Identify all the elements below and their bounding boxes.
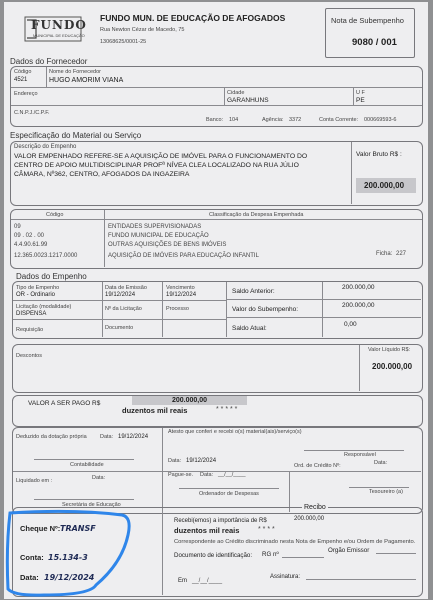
subempenho-value: 200.000,00 — [342, 302, 375, 309]
supplier-uf-label: U F — [356, 90, 365, 96]
deducted-date-label: Data: — [100, 434, 114, 440]
pay-se-label: Pague-se. — [168, 472, 194, 478]
logo-title: FUNDO — [31, 18, 87, 32]
code-header: Código — [46, 212, 64, 218]
supplier-code-label: Código — [14, 69, 32, 75]
attest-date-label: Data: — [168, 458, 182, 464]
class-desc-4: AQUISIÇÃO DE IMÓVEIS PARA EDUCAÇÃO INFANTIL — [108, 253, 259, 259]
credit-order-label: Ord. de Crédito Nº: — [294, 463, 341, 469]
issuer-label: Orgão Emissor — [328, 547, 370, 554]
ficha-value: 227 — [396, 251, 407, 257]
issue-date-label: Data de Emissão — [105, 285, 147, 291]
em-date-blank: __/__/____ — [192, 578, 223, 584]
previous-balance: 200.000,00 — [342, 284, 375, 291]
account-value: 000669593-6 — [364, 117, 397, 123]
empenho-section-title: Dados do Empenho — [16, 272, 87, 281]
rg-label: RG nº — [262, 551, 279, 558]
class-code-1: 09 — [14, 224, 21, 230]
responsible-label: Responsável — [344, 452, 376, 458]
description-label: Descrição do Empenho — [14, 144, 77, 150]
classification-header: Classificação da Despesa Empenhada — [209, 212, 304, 218]
receipt-title: Recibo — [304, 504, 326, 511]
material-section-title: Especificação do Material ou Serviço — [10, 131, 142, 140]
treasury-label: Tesoureiro (a) — [369, 489, 403, 495]
supplier-city-label: Cidade — [227, 90, 245, 96]
supplier-uf: PE — [356, 97, 365, 104]
document-label: Documento — [105, 325, 134, 331]
supplier-name: HUGO AMORIM VIANA — [49, 77, 124, 84]
pay-words: duzentos mil reais — [122, 406, 188, 415]
org-name: FUNDO MUN. DE EDUCAÇÃO DE AFOGADOS — [100, 13, 286, 23]
supplier-city: GARANHUNS — [227, 97, 269, 104]
deducted-date: 19/12/2024 — [118, 434, 149, 440]
accounting-label: Contabilidade — [70, 462, 104, 468]
cheque-label: Cheque Nº: — [20, 524, 61, 533]
attest-label: Atesto que conferi e recebi o(s) material(ais)/serviço(s) — [168, 429, 302, 435]
agency-value: 3372 — [289, 117, 302, 123]
class-desc-3: OUTRAS AQUISIÇÕES DE BENS IMÓVEIS — [108, 242, 227, 248]
class-desc-1: ENTIDADES SUPERVISIONADAS — [108, 224, 202, 230]
process-label: Processo — [166, 306, 189, 312]
received-value: 200.000,00 — [294, 516, 325, 522]
description-line-1: VALOR EMPENHADO REFERE-SE A AQUISIÇÃO DE IMÓVEL PARA O FUNCIONAMENTO DO — [14, 153, 308, 160]
attest-date: 19/12/2024 — [186, 458, 217, 464]
settled-label: Liquidado em : — [16, 478, 53, 484]
logo-subtitle: MUNICIPAL DE EDUCAÇÃO — [33, 33, 85, 38]
empenho-type: OR - Ordinario — [16, 292, 56, 298]
conta-label: Conta: — [20, 553, 44, 562]
class-code-4: 12.365.0023.1217.0000 — [14, 253, 78, 259]
data-label: Data: — [20, 573, 39, 582]
gross-value-label: Valor Bruto R$ : — [356, 151, 402, 158]
data-value: 19/12/2024 — [44, 573, 95, 582]
supplier-code: 4521 — [14, 77, 28, 83]
class-desc-2: FUNDO MUNICIPAL DE EDUCAÇÃO — [108, 233, 209, 239]
licitation-number-label: Nº da Licitação — [105, 306, 142, 312]
discounts-label: Descontos — [16, 353, 42, 359]
credit-text: Correspondente ao Crédito discriminado nesta Nota de Empenho e/ou Ordem de Pagamento. — [174, 539, 416, 545]
mode-label: Licitação (modalidade) — [16, 304, 72, 310]
class-code-2: 09 . 02 . 00 — [14, 233, 45, 239]
pay-label: VALOR A SER PAGO R$ — [28, 400, 101, 407]
agency-label: Agência: — [262, 117, 284, 123]
logo — [24, 16, 87, 42]
em-label: Em — [178, 578, 187, 584]
net-value: 200.000,00 — [372, 362, 413, 371]
cheque-value: TRANSF — [60, 524, 96, 533]
deducted-label: Deduzido da dotação própria — [16, 434, 87, 440]
bank-label: Banco: — [206, 117, 224, 123]
description-line-3: CÂMARA, Nº362, CENTRO, AFOGADOS DA INGAZEIRA — [14, 171, 190, 178]
classification-box — [10, 209, 423, 269]
due-date-label: Vencimento — [166, 285, 195, 291]
supplier-name-label: Nome do Fornecedor — [49, 69, 101, 75]
note-label: Nota de Subempenho — [331, 16, 404, 25]
id-label: Documento de identificação: — [174, 552, 253, 559]
discounts-box — [12, 344, 423, 393]
description-line-2: CENTRO DE APOIO MULTIDISCIPLINAR PROFª NÍVEA CLEA LOCALIZADO NA RUA JÚLIO — [14, 162, 299, 169]
org-address: Rua Newton Cézar de Macedo, 75 — [100, 27, 185, 33]
bank-value: 104 — [229, 117, 239, 123]
highlight-circle-icon — [4, 507, 154, 599]
note-number-box — [325, 8, 415, 58]
received-stars: * * * * — [258, 526, 275, 533]
net-value-label: Valor Líquido R$: — [368, 347, 411, 353]
received-words: duzentos mil reais — [174, 526, 240, 535]
supplier-address-label: Endereço — [14, 91, 38, 97]
pay-value: 200.000,00 — [172, 397, 208, 404]
previous-balance-label: Saldo Anterior: — [232, 288, 275, 295]
credit-date-label: Data: — [374, 460, 388, 466]
ficha-label: Ficha: — [376, 251, 393, 257]
supplier-cnpj-label: C.N.P.J./C.P.F. — [14, 110, 50, 116]
org-cnpj: 13068625/0001-25 — [100, 39, 147, 45]
current-balance-label: Saldo Atual: — [232, 325, 267, 332]
conta-value: 15.134-3 — [48, 553, 88, 562]
expense-order-label: Ordenador de Despesas — [199, 491, 259, 497]
issue-date: 19/12/2024 — [105, 292, 136, 298]
received-label: Recebi(emos) a importância de R$ — [174, 518, 267, 524]
settled-date-label: Data: — [92, 475, 106, 481]
subempenho-label: Valor do Subempenho: — [232, 306, 299, 313]
account-label: Conta Corrente: — [319, 117, 359, 123]
request-label: Requisição — [16, 327, 44, 333]
note-number: 9080 / 001 — [352, 37, 397, 48]
current-balance: 0,00 — [344, 321, 357, 328]
gross-value: 200.000,00 — [364, 181, 405, 190]
class-code-3: 4.4.90.61.99 — [14, 242, 48, 248]
pay-stars: * * * * * — [216, 406, 238, 413]
secretary-label: Secretária de Educação — [62, 502, 121, 508]
supplier-section-title: Dados do Fornecedor — [10, 57, 88, 66]
pay-se-date-blank: __/__/____ — [218, 472, 246, 478]
pay-se-date-label: Data: — [200, 472, 214, 478]
signature-label: Assinatura: — [270, 574, 301, 580]
document-page — [4, 2, 428, 599]
due-date: 19/12/2024 — [166, 292, 197, 298]
empenho-type-label: Tipo de Empenho — [16, 285, 60, 291]
mode-value: DISPENSA — [16, 311, 47, 317]
